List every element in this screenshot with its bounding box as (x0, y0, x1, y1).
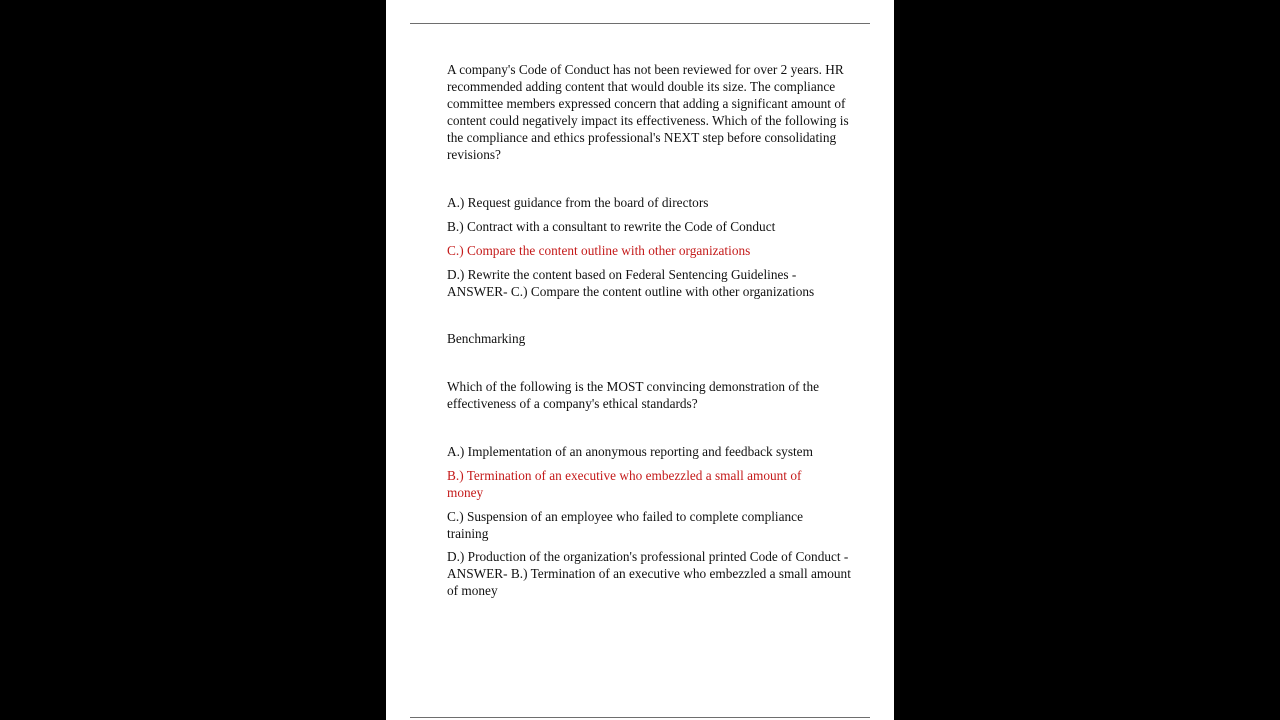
bottom-divider (410, 717, 870, 718)
question-2-option-d: D.) Production of the organization's professional printed Code of Conduct - ANSWER- B.) Termination of an executive who embezzled a small amount of money (447, 549, 851, 598)
question-1-option-a: A.) Request guidance from the board of directors (447, 195, 709, 210)
question-2-option-b-correct: B.) Termination of an executive who embezzled a small amount of money (447, 468, 802, 500)
question-1-text: A company's Code of Conduct has not been reviewed for over 2 years. HR recommended adding content that would double its size. The compliance committee members expressed concern that adding a significant amount of content could negatively impact its effectiveness. Which of the following is the compliance and ethics professional's NEXT step before consolidating revisions? (447, 62, 849, 162)
question-1-option-d: D.) Rewrite the content based on Federal Sentencing Guidelines - ANSWER- C.) Compare the content outline with other organizations (447, 267, 815, 299)
top-divider (410, 23, 870, 24)
question-2-text: Which of the following is the MOST convincing demonstration of the effectiveness of a company's ethical standards? (447, 379, 820, 411)
question-2-option-c: C.) Suspension of an employee who failed to complete compliance training (447, 509, 803, 541)
document-page (386, 0, 894, 720)
question-1-note: Benchmarking (447, 331, 526, 346)
question-1-option-b: B.) Contract with a consultant to rewrite the Code of Conduct (447, 219, 776, 234)
question-1-option-c-correct: C.) Compare the content outline with other organizations (447, 243, 751, 258)
question-2-option-a: A.) Implementation of an anonymous reporting and feedback system (447, 444, 813, 459)
